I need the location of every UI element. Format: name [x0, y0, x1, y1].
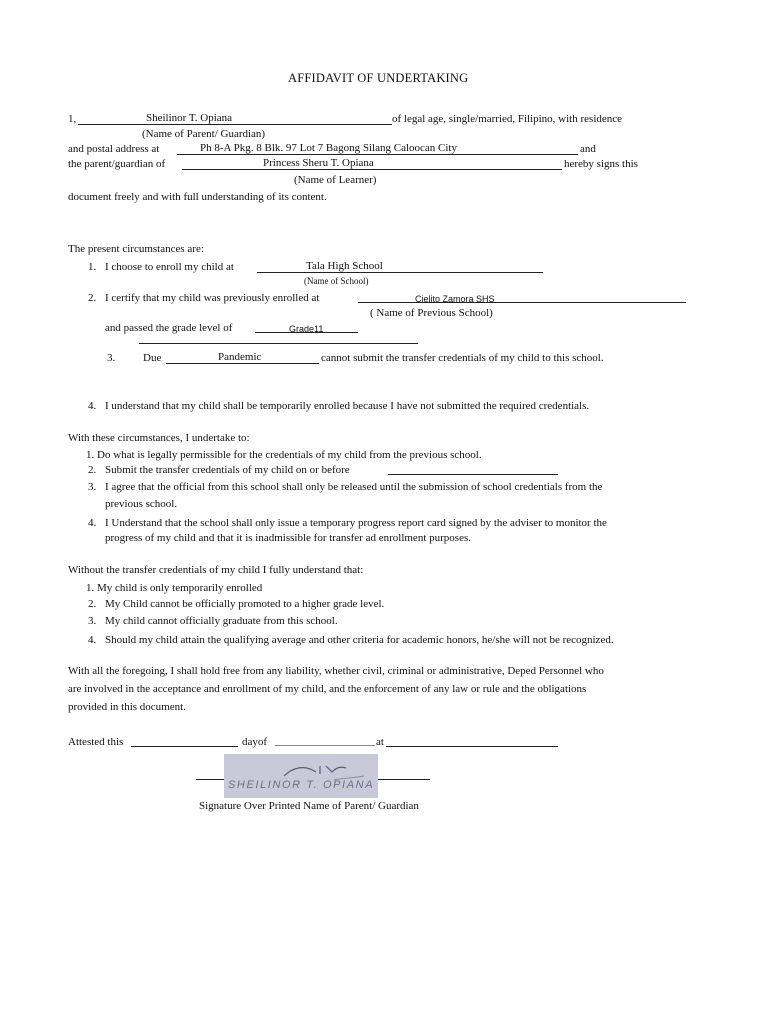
- intro-number: 1,: [68, 113, 77, 125]
- signature-caption: Signature Over Printed Name of Parent/ Guardian: [199, 800, 419, 812]
- guardian-label: the parent/guardian of: [68, 158, 166, 170]
- undertake-4-number: 4.: [88, 517, 97, 529]
- learner-name-value: Princess Sheru T. Opiana: [263, 157, 374, 169]
- attested-day-line: [131, 746, 238, 747]
- reason-value: Pandemic: [218, 351, 262, 363]
- circ-3-due: Due: [143, 352, 162, 364]
- month-line: [275, 745, 375, 746]
- undertake-4-line-1: I Understand that the school shall only issue a temporary progress report card signed by the adviser to monitor the: [105, 517, 607, 529]
- without-4: Should my child attain the qualifying average and other criteria for academic honors, he/she will not be recognized.: [105, 634, 614, 646]
- blank-line: [139, 343, 418, 344]
- parent-name-caption: (Name of Parent/ Guardian): [142, 128, 266, 140]
- grade-level-value: Grade11: [289, 324, 324, 334]
- signature-stamp: [224, 754, 378, 798]
- place-line: [386, 746, 558, 747]
- learner-name-caption: (Name of Learner): [294, 174, 377, 186]
- address-label: and postal address at: [68, 143, 160, 155]
- undertake-1: 1. Do what is legally permissible for the credentials of my child from the previous school.: [86, 449, 482, 461]
- signature-line-left: [196, 779, 224, 780]
- at-label: at: [376, 736, 384, 748]
- circ-1-text: I choose to enroll my child at: [105, 261, 234, 273]
- circ-4-number: 4.: [88, 400, 97, 412]
- circ-3-number: 3.: [107, 352, 116, 364]
- undertake-2-number: 2.: [88, 464, 97, 476]
- circ-3-text: cannot submit the transfer credentials of my child to this school.: [321, 352, 604, 364]
- undertake-2: Submit the transfer credentials of my child on or before: [105, 464, 350, 476]
- without-heading: Without the transfer credentials of my child I fully understand that:: [68, 564, 364, 576]
- foregoing-line-3: provided in this document.: [68, 701, 186, 713]
- foregoing-line-2: are involved in the acceptance and enrollment of my child, and the enforcement of any law or rule and the obligations: [68, 683, 587, 695]
- school-value: Tala High School: [306, 260, 383, 272]
- circ-2-text: I certify that my child was previously enrolled at: [105, 292, 320, 304]
- signature-line-right: [378, 779, 430, 780]
- intro-text-1: of legal age, single/married, Filipino, with residence: [392, 113, 623, 125]
- circ-2-number: 2.: [88, 292, 97, 304]
- without-1: 1. My child is only temporarily enrolled: [86, 582, 263, 594]
- undertake-3-number: 3.: [88, 481, 97, 493]
- signature-printed-name: SHEILINOR T. OPIANA: [228, 779, 375, 791]
- signature-scribble-icon: [224, 754, 378, 798]
- previous-school-value: Cielito Zamora SHS: [415, 294, 495, 304]
- parent-name-value: Sheilinor T. Opiana: [146, 112, 233, 124]
- parent-name-line: [78, 124, 392, 125]
- address-value: Ph 8-A Pkg. 8 Blk. 97 Lot 7 Bagong Silang Caloocan City: [200, 142, 457, 154]
- circ-4-text: I understand that my child shall be temporarily enrolled because I have not submitted the required credentials.: [105, 400, 590, 412]
- previous-school-line: [358, 302, 686, 303]
- intro-text-3: document freely and with full understanding of its content.: [68, 191, 327, 203]
- undertake-3-line-2: previous school.: [105, 498, 178, 510]
- undertake-3-line-1: I agree that the official from this school shall only be released until the submission of school credentials from the: [105, 481, 603, 493]
- submit-date-line: [388, 474, 558, 475]
- without-3-number: 3.: [88, 615, 97, 627]
- without-4-number: 4.: [88, 634, 97, 646]
- address-and: and: [580, 143, 596, 155]
- grade-level-text: and passed the grade level of: [105, 322, 233, 334]
- school-line: [257, 272, 543, 273]
- without-2-number: 2.: [88, 598, 97, 610]
- school-caption: (Name of School): [304, 276, 369, 286]
- foregoing-line-1: With all the foregoing, I shall hold free from any liability, whether civil, criminal or administrative, Deped Personnel who: [68, 665, 604, 677]
- undertake-4-line-2: progress of my child and that it is inadmissible for transfer ad enrollment purposes.: [105, 532, 471, 544]
- intro-text-2: hereby signs this: [564, 158, 638, 170]
- without-2: My Child cannot be officially promoted to a higher grade level.: [105, 598, 385, 610]
- circ-1-number: 1.: [88, 261, 97, 273]
- undertake-heading: With these circumstances, I undertake to:: [68, 432, 250, 444]
- previous-school-caption: ( Name of Previous School): [370, 307, 493, 319]
- dayof-label: dayof: [242, 736, 268, 748]
- attested-label: Attested this: [68, 736, 124, 748]
- document-title: AFFIDAVIT OF UNDERTAKING: [288, 71, 469, 85]
- circumstances-heading: The present circumstances are:: [68, 243, 204, 255]
- without-3: My child cannot officially graduate from this school.: [105, 615, 338, 627]
